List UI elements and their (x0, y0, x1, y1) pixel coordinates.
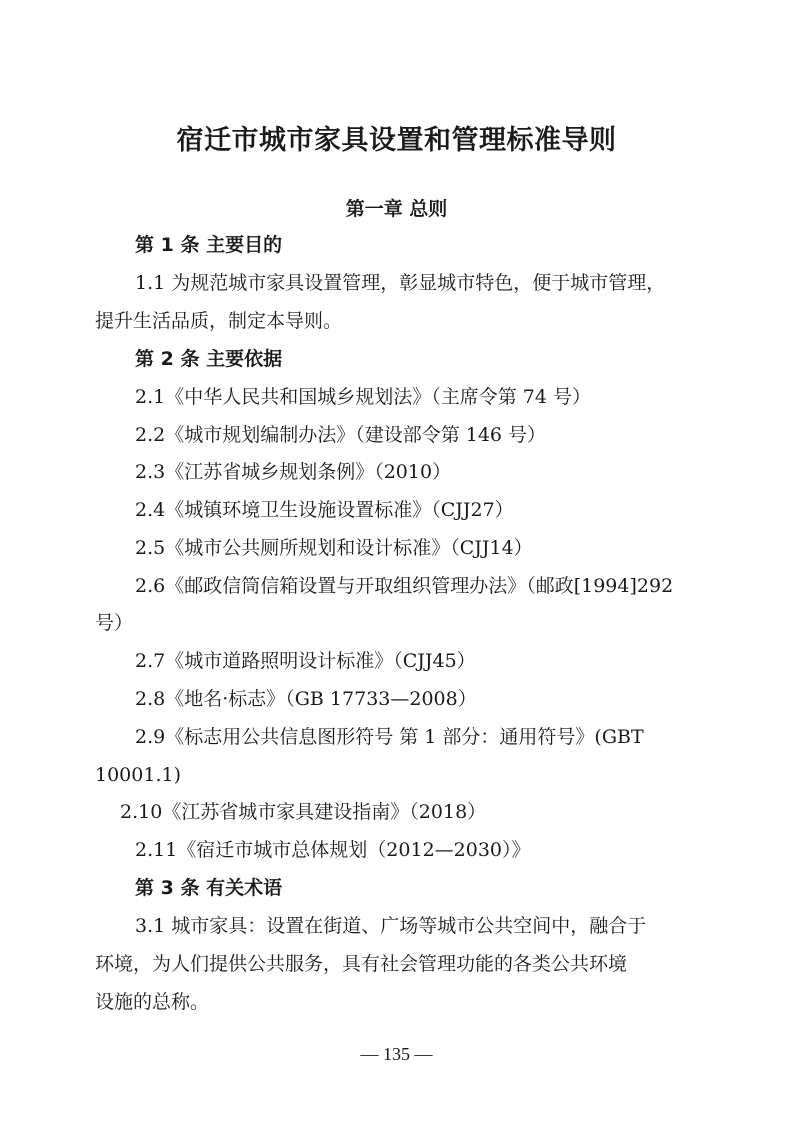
reference-item: 2.9《标志用公共信息图形符号 第 1 部分：通用符号》(GBT (135, 726, 644, 748)
reference-item-continuation: 10001.1) (95, 764, 181, 786)
reference-item: 2.3《江苏省城乡规划条例》（2010） (135, 461, 452, 483)
reference-item-continuation: 号） (95, 612, 134, 634)
reference-item: 2.2《城市规划编制办法》（建设部令第 146 号） (135, 424, 547, 446)
reference-item: 2.5《城市公共厕所规划和设计标准》（CJJ14） (135, 537, 533, 559)
paragraph-line: 3.1 城市家具：设置在街道、广场等城市公共空间中，融合于 (135, 915, 647, 937)
chapter-heading: 第一章 总则 (345, 198, 448, 220)
paragraph-line: 提升生活品质，制定本导则。 (95, 310, 343, 332)
article-heading-1: 第 1 条 主要目的 (135, 234, 283, 256)
reference-item: 2.6《邮政信筒信箱设置与开取组织管理办法》（邮政[1994]292 (135, 575, 674, 597)
reference-item: 2.7《城市道路照明设计标准》（CJJ45） (135, 650, 476, 672)
reference-item: 2.1《中华人民共和国城乡规划法》（主席令第 74 号） (135, 386, 591, 408)
reference-item: 2.4《城镇环境卫生设施设置标准》（CJJ27） (135, 499, 514, 521)
page-number: — 135 — (360, 1044, 433, 1064)
document-title: 宿迁市城市家具设置和管理标准导则 (176, 125, 617, 156)
article-heading-3: 第 3 条 有关术语 (135, 877, 283, 899)
reference-item: 2.10《江苏省城市家具建设指南》（2018） (120, 801, 487, 823)
reference-item: 2.8《地名·标志》（GB 17733—2008） (135, 688, 477, 710)
paragraph-line: 1.1 为规范城市家具设置管理，彰显城市特色，便于城市管理， (135, 272, 666, 294)
paragraph-line: 环境，为人们提供公共服务，具有社会管理功能的各类公共环境 (95, 953, 628, 975)
paragraph-line: 设施的总称。 (95, 991, 210, 1013)
reference-item: 2.11《宿迁市城市总体规划（2012—2030）》 (135, 839, 531, 861)
article-heading-2: 第 2 条 主要依据 (135, 348, 283, 370)
